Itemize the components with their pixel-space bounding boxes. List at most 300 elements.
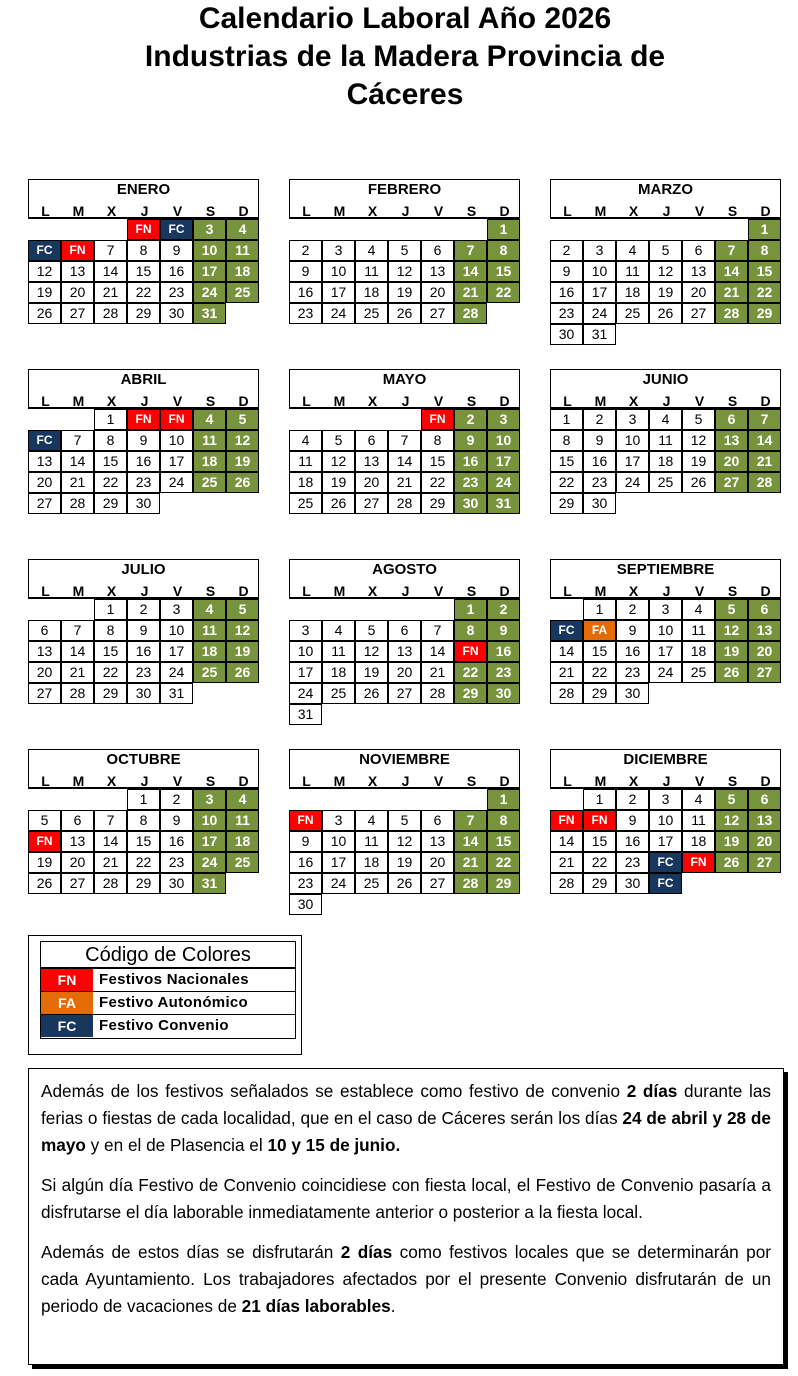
weekday-label: V [694,203,705,219]
day-cell: 26 [388,303,421,324]
day-cell: 18 [193,451,226,472]
day-cell: 6 [355,430,388,451]
month-name: ENERO [116,181,171,198]
day-cell: 26 [226,472,259,493]
day-cell: 13 [61,831,94,852]
legend-table [40,941,296,1039]
day-cell: 3 [289,620,322,641]
day-cell: 13 [388,641,421,662]
title-line-3: Cáceres [346,78,464,111]
day-cell-fc: FC [550,620,583,641]
day-cell: 1 [583,599,616,620]
day-cell: 15 [94,451,127,472]
day-cell: 1 [550,409,583,430]
day-cell: 23 [487,662,520,683]
day-cell: 12 [715,810,748,831]
day-cell: 6 [715,409,748,430]
weekday-label: D [238,773,249,789]
weekday-label: J [140,393,149,409]
note-3-bold-days: 2 días [340,1242,393,1262]
day-cell: 6 [421,810,454,831]
day-cell: 15 [127,831,160,852]
month-febrero [289,179,520,326]
day-cell: 28 [715,303,748,324]
month-name: NOVIEMBRE [359,751,450,768]
weekday-label: M [72,773,85,789]
day-cell: 28 [550,683,583,704]
legend-label-fa: Festivo Autonómico [99,994,249,1011]
day-cell: 3 [616,409,649,430]
weekday-label: V [172,583,183,599]
weekday-label: L [563,393,572,409]
weekday-label: J [140,203,149,219]
day-cell: 4 [682,599,715,620]
day-cell: 23 [616,662,649,683]
day-cell: 27 [421,303,454,324]
weekday-row [29,392,258,410]
note-3-text-e: . [390,1296,396,1316]
day-cell-fn: FN [421,409,454,430]
day-cell: 15 [94,641,127,662]
day-cell: 15 [748,261,781,282]
day-cell: 10 [193,240,226,261]
day-cell: 25 [355,873,388,894]
day-cell: 5 [682,409,715,430]
day-cell: 25 [193,662,226,683]
legend-code-fn: FN [41,969,93,991]
day-cell: 11 [355,261,388,282]
weekday-label: M [594,203,607,219]
note-3-bold-vacation: 21 días laborables [241,1296,391,1316]
weekday-label: D [760,203,771,219]
day-cell: 18 [616,282,649,303]
day-cell: 27 [682,303,715,324]
weekday-label: J [662,773,671,789]
day-cell: 20 [715,451,748,472]
day-cell: 20 [28,472,61,493]
note-1-bold-caceres-dates: 24 de abril y 28 de mayo [41,1108,771,1155]
month-name: MAYO [382,371,427,388]
month-header [28,749,259,789]
day-cell: 12 [388,831,421,852]
day-cell: 26 [682,472,715,493]
weekday-label: S [205,583,216,599]
weekday-label: J [140,583,149,599]
weekday-label: D [238,203,249,219]
day-cell: 10 [160,430,193,451]
day-cell: 23 [550,303,583,324]
day-cell: 9 [127,430,160,451]
day-cell: 7 [61,430,94,451]
day-cell: 24 [193,282,226,303]
day-cell: 22 [94,472,127,493]
weekday-label: S [466,773,477,789]
day-cell: 17 [616,451,649,472]
day-cell: 22 [127,282,160,303]
day-cell: 2 [583,409,616,430]
day-cell: 8 [454,620,487,641]
weekday-label: S [466,393,477,409]
day-cell: 30 [550,324,583,345]
day-cell: 21 [388,472,421,493]
day-cell: 28 [61,683,94,704]
month-name: JULIO [121,561,166,578]
day-cell: 16 [616,831,649,852]
day-cell: 24 [289,683,322,704]
month-name: SEPTIEMBRE [616,561,715,578]
day-cell: 7 [94,810,127,831]
day-cell: 23 [289,303,322,324]
weekday-label: S [727,773,738,789]
weekday-label: M [333,393,346,409]
weekday-row [551,202,780,220]
day-cell-fn: FN [682,852,715,873]
day-cell: 25 [193,472,226,493]
month-enero [28,179,259,326]
weekday-label: D [238,583,249,599]
month-header [289,749,520,789]
weekday-label: D [238,393,249,409]
month-name: MARZO [638,181,693,198]
day-cell: 26 [322,493,355,514]
weekday-label: J [401,393,410,409]
day-cell: 26 [28,303,61,324]
day-cell: 14 [550,641,583,662]
weekday-label: L [41,393,50,409]
month-header [550,369,781,409]
month-agosto [289,559,520,727]
month-name: FEBRERO [367,181,442,198]
day-cell: 23 [127,662,160,683]
weekday-row [290,202,519,220]
day-cell: 14 [421,641,454,662]
day-cell: 1 [583,789,616,810]
day-cell: 4 [226,789,259,810]
month-name: JUNIO [642,371,689,388]
day-cell: 24 [160,662,193,683]
day-cell: 27 [421,873,454,894]
day-cell: 2 [616,599,649,620]
weekday-label: S [205,203,216,219]
day-cell: 22 [421,472,454,493]
day-cell: 30 [289,894,322,915]
weekday-label: X [106,203,117,219]
day-cell: 10 [487,430,520,451]
day-cell: 24 [487,472,520,493]
day-cell: 14 [550,831,583,852]
day-cell: 5 [715,599,748,620]
note-1-text-c: durante las ferias o fiestas de cada localidad, que en el caso de Cáceres serán los días [41,1081,771,1128]
day-cell: 6 [61,810,94,831]
weekday-row [29,582,258,600]
day-cell: 18 [682,641,715,662]
weekday-label: D [760,773,771,789]
weekday-label: X [628,393,639,409]
day-cell: 9 [160,240,193,261]
day-cell: 11 [682,620,715,641]
day-cell: 4 [616,240,649,261]
day-cell: 27 [355,493,388,514]
day-cell: 4 [193,599,226,620]
month-header [289,369,520,409]
month-noviembre [289,749,520,917]
day-cell: 16 [160,831,193,852]
weekday-row [290,772,519,790]
weekday-label: X [106,393,117,409]
day-cell: 15 [583,641,616,662]
day-cell: 29 [583,683,616,704]
day-cell: 29 [127,873,160,894]
day-cell-fn: FN [61,240,94,261]
day-cell: 1 [454,599,487,620]
day-cell: 17 [649,831,682,852]
weekday-label: L [563,583,572,599]
weekday-label: S [727,203,738,219]
day-cell: 10 [289,641,322,662]
day-cell: 21 [454,282,487,303]
day-cell: 11 [193,430,226,451]
day-cell: 7 [748,409,781,430]
weekday-label: M [72,203,85,219]
day-cell: 29 [487,873,520,894]
weekday-label: X [628,203,639,219]
day-cell: 8 [94,620,127,641]
weekday-label: M [72,393,85,409]
day-cell: 14 [94,831,127,852]
day-cell: 6 [682,240,715,261]
day-cell: 26 [226,662,259,683]
day-cell: 22 [583,662,616,683]
day-cell: 31 [583,324,616,345]
day-cell: 30 [616,683,649,704]
page-title [0,0,798,114]
day-cell: 16 [583,451,616,472]
weekday-label: V [433,583,444,599]
day-cell: 30 [127,493,160,514]
day-cell: 5 [388,240,421,261]
day-cell-fn: FN [28,831,61,852]
day-cell: 7 [454,810,487,831]
day-cell: 18 [289,472,322,493]
note-paragraph-1 [41,1078,771,1159]
day-cell: 9 [583,430,616,451]
day-cell: 10 [160,620,193,641]
day-cell: 16 [160,261,193,282]
day-cell: 18 [355,282,388,303]
day-cell: 18 [322,662,355,683]
day-cell: 5 [226,599,259,620]
day-cell-fn: FN [583,810,616,831]
weekday-label: D [499,773,510,789]
day-cell: 19 [388,852,421,873]
day-cell: 18 [193,641,226,662]
day-cell: 20 [748,831,781,852]
day-cell: 29 [94,683,127,704]
day-cell: 14 [61,641,94,662]
month-marzo [550,179,781,347]
weekday-label: S [466,583,477,599]
day-cell: 20 [61,282,94,303]
day-cell: 11 [289,451,322,472]
day-cell: 27 [388,683,421,704]
legend-row-fn [41,969,295,992]
day-cell: 2 [289,240,322,261]
weekday-label: L [41,203,50,219]
day-cell: 13 [421,261,454,282]
day-cell: 11 [682,810,715,831]
weekday-label: X [106,773,117,789]
day-cell: 29 [454,683,487,704]
day-cell: 11 [649,430,682,451]
day-cell: 31 [487,493,520,514]
weekday-label: M [594,393,607,409]
weekday-label: J [140,773,149,789]
day-cell: 17 [487,451,520,472]
day-cell: 9 [616,620,649,641]
day-cell: 22 [454,662,487,683]
day-cell: 13 [61,261,94,282]
day-cell: 17 [193,261,226,282]
day-cell: 7 [94,240,127,261]
day-cell: 11 [616,261,649,282]
day-cell: 5 [649,240,682,261]
day-cell: 4 [226,219,259,240]
day-cell: 4 [682,789,715,810]
day-cell: 21 [454,852,487,873]
weekday-label: V [172,773,183,789]
day-cell: 6 [388,620,421,641]
day-cell: 29 [94,493,127,514]
day-cell: 12 [226,620,259,641]
weekday-label: J [401,583,410,599]
day-cell: 19 [649,282,682,303]
day-cell: 22 [487,282,520,303]
day-cell: 21 [550,662,583,683]
day-cell: 8 [550,430,583,451]
day-cell: 1 [94,409,127,430]
day-cell: 27 [28,683,61,704]
day-cell: 13 [748,620,781,641]
day-cell: 2 [487,599,520,620]
day-cell: 30 [127,683,160,704]
weekday-label: V [433,203,444,219]
weekday-label: L [563,773,572,789]
month-header [28,179,259,219]
weekday-label: L [302,203,311,219]
note-paragraph-2: Si algún día Festivo de Convenio coincidiese con fiesta local, el Festivo de Convenio pasaría a disfrutarse el día laborable inmediatamente anterior o posterior a la fiesta local. [41,1175,771,1222]
day-cell: 9 [550,261,583,282]
day-cell: 11 [226,810,259,831]
day-cell: 6 [748,599,781,620]
weekday-label: X [367,393,378,409]
day-cell: 17 [649,641,682,662]
day-cell: 19 [226,451,259,472]
notes-box [28,1068,784,1365]
day-cell: 8 [487,240,520,261]
day-cell: 12 [28,261,61,282]
day-cell: 3 [322,240,355,261]
day-cell: 1 [487,219,520,240]
weekday-label: V [694,583,705,599]
day-cell: 18 [649,451,682,472]
day-cell-fn: FN [289,810,322,831]
day-cell: 13 [355,451,388,472]
day-cell: 14 [715,261,748,282]
day-cell: 29 [127,303,160,324]
day-cell: 18 [226,831,259,852]
day-cell: 3 [193,789,226,810]
weekday-label: J [662,393,671,409]
day-cell: 25 [616,303,649,324]
day-cell: 13 [748,810,781,831]
day-cell: 5 [388,810,421,831]
month-name: AGOSTO [372,561,437,578]
day-cell: 8 [487,810,520,831]
day-cell: 14 [61,451,94,472]
day-cell: 15 [583,831,616,852]
weekday-label: X [628,583,639,599]
day-cell: 15 [127,261,160,282]
day-cell: 3 [160,599,193,620]
day-cell: 20 [748,641,781,662]
day-cell: 14 [94,261,127,282]
note-1-bold-days: 2 días [626,1081,678,1101]
month-junio [550,369,781,516]
day-cell: 20 [61,852,94,873]
day-cell: 2 [127,599,160,620]
day-cell: 30 [454,493,487,514]
day-cell: 31 [289,704,322,725]
day-cell: 22 [550,472,583,493]
day-cell-fn: FN [127,409,160,430]
day-cell: 7 [454,240,487,261]
day-cell: 15 [487,831,520,852]
day-cell: 12 [649,261,682,282]
day-cell: 28 [748,472,781,493]
month-header [289,179,520,219]
day-cell-fn: FN [550,810,583,831]
day-cell: 17 [322,852,355,873]
legend-row-fa [41,992,295,1015]
day-cell: 27 [715,472,748,493]
day-cell: 28 [61,493,94,514]
weekday-label: M [594,583,607,599]
day-cell: 17 [160,451,193,472]
day-cell: 28 [94,303,127,324]
day-cell: 7 [715,240,748,261]
day-cell: 29 [583,873,616,894]
day-cell: 15 [487,261,520,282]
day-cell: 3 [649,599,682,620]
day-cell: 22 [94,662,127,683]
day-cell: 13 [28,641,61,662]
day-cell: 20 [421,282,454,303]
day-cell: 3 [487,409,520,430]
weekday-label: V [694,773,705,789]
day-cell: 27 [28,493,61,514]
day-cell-fn: FN [127,219,160,240]
day-cell: 12 [715,620,748,641]
month-septiembre [550,559,781,706]
day-cell: 16 [127,641,160,662]
day-cell: 27 [61,873,94,894]
day-cell: 16 [289,852,322,873]
weekday-label: D [499,583,510,599]
day-cell: 23 [160,282,193,303]
day-cell: 21 [94,852,127,873]
day-cell: 4 [193,409,226,430]
weekday-label: S [727,583,738,599]
